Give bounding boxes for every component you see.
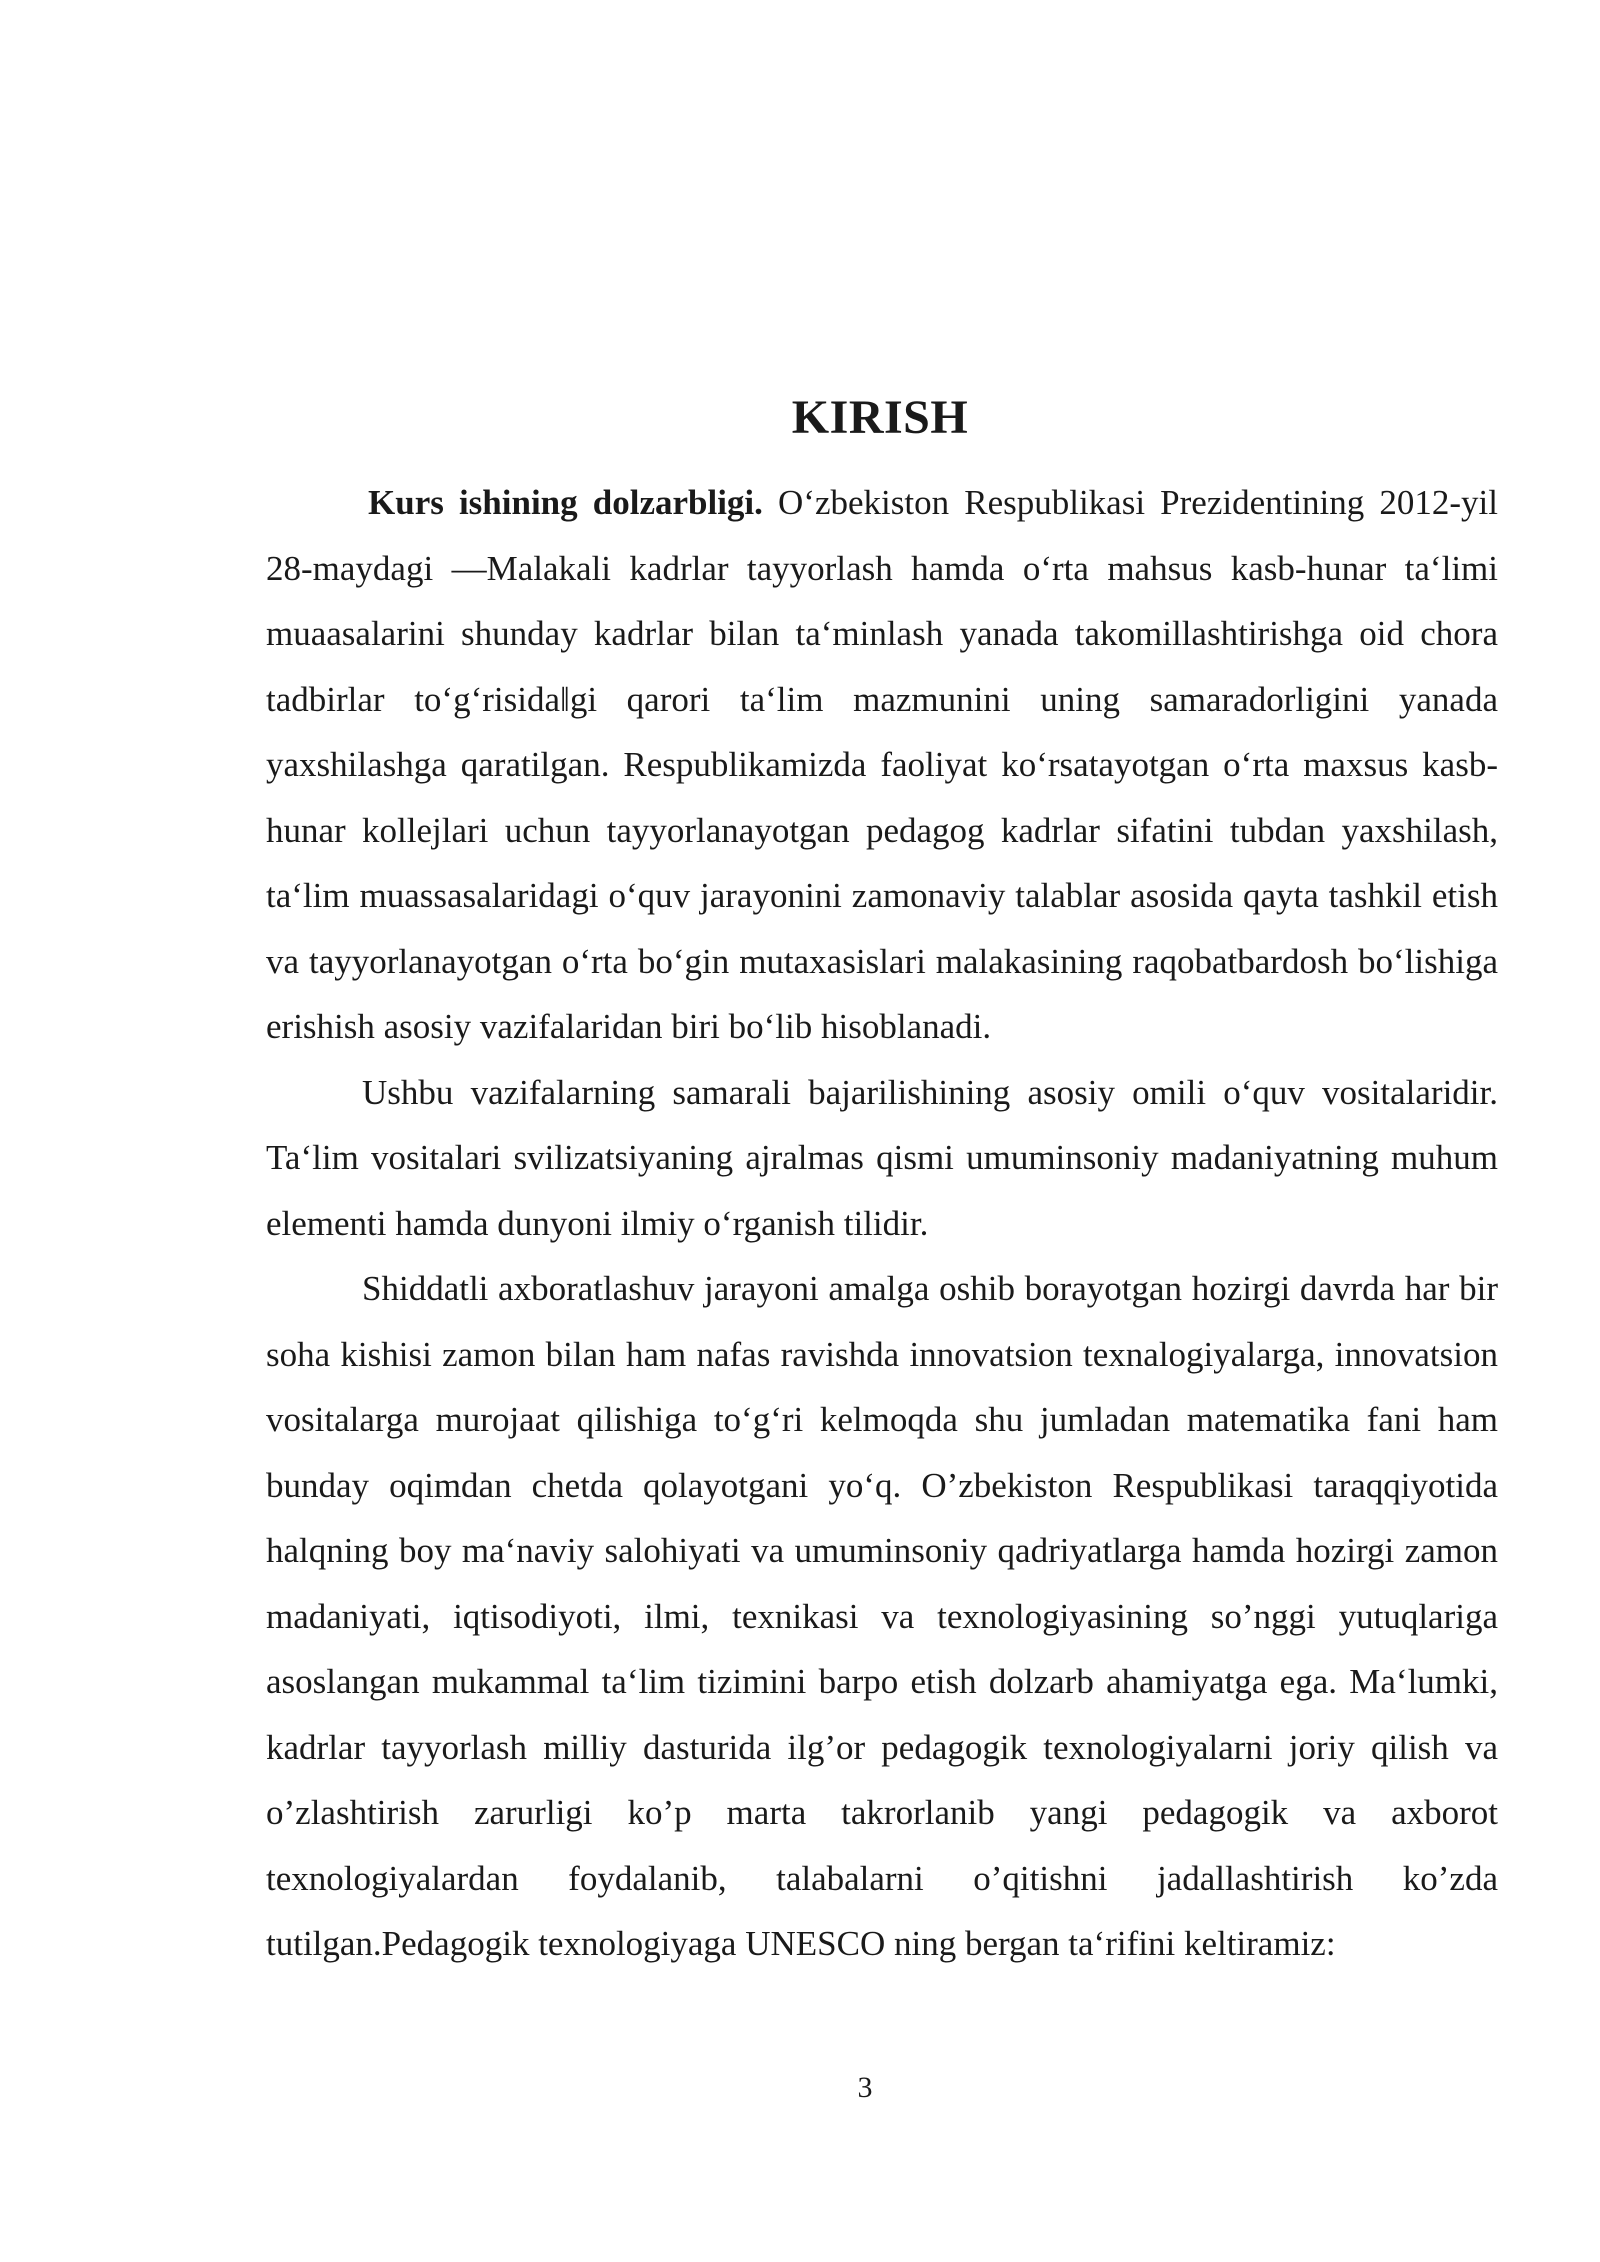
- page-number: 3: [857, 2071, 873, 2104]
- paragraph-informatization: Shiddatli axboratlashuv jarayoni amalga oshib borayotgan hozirgi davrda har bir soha kishisi zamon bilan ham nafas ravishda innovatsion texnalogiyalarga, innovatsion vositalarga murojaat qilishiga to‘g‘ri kelmoqda shu jumladan matematika fani ham bunday oqimdan chetda qolayotgani yo‘q. O’zbekiston Respublikasi taraqqiyotida halqning boy ma‘naviy salohiyati va umuminsoniy qadriyatlarga hamda hozirgi zamon madaniyati, iqtisodiyoti, ilmi, texnikasi va texnologiyasining so’nggi yutuqlariga asoslangan mukammal ta‘lim tizimini barpo etish dolzarb ahamiyatga ega. Ma‘lumki, kadrlar tayyorlash milliy dasturida ilg’or pedagogik texnologiyalarni joriy qilish va o’zlashtirish zarurligi ko’p marta takrorlanib yangi pedagogik va axborot texnologiyalardan foydalanib, talabalarni o’qitishni jadallashtirish ko’zda tutilgan.Pedagogik texnologiyaga UNESCO ning bergan ta‘rifini keltiramiz:: [266, 1269, 1498, 1963]
- paragraph-text: O‘zbekiston Respublikasi Prezidentining 2012-yil 28-maydagi ―Malakali kadrlar tayyorlash hamda o‘rta mahsus kasb-hunar ta‘limi muaasalarini shunday kadrlar bilan ta‘minlash yanada takomillashtirishga oid chora tadbirlar to‘g‘risida‖gi qarori ta‘lim mazmunini uning samaradorligini yanada yaxshilashga qaratilgan. Respublikamizda faoliyat ko‘rsatayotgan o‘rta maxsus kasb-hunar kollejlari uchun tayyorlanayotgan pedagog kadrlar sifatini tubdan yaxshilash, ta‘lim muassasalaridagi o‘quv jarayonini zamonaviy talablar asosida qayta tashkil etish va tayyorlanayotgan o‘rta bo‘gin mutaxasislari malakasining raqobatbardosh bo‘lishiga erishish asosiy vazifalaridan biri bo‘lib hisoblanadi.: [266, 483, 1499, 1046]
- document-body: [266, 470, 1498, 1977]
- paragraph-lead: Kurs ishining dolzarbligi.: [368, 483, 763, 522]
- section-heading: KIRISH: [791, 391, 969, 444]
- paragraph-relevance: [266, 470, 1498, 1060]
- paragraph-learning-tools: Ushbu vazifalarning samarali bajarilishining asosiy omili o‘quv vositalaridir. Ta‘lim vositalari svilizatsiyaning ajralmas qismi umuminsoniy madaniyatning muhum elementi hamda dunyoni ilmiy o‘rganish tilidir.: [266, 1072, 1498, 1243]
